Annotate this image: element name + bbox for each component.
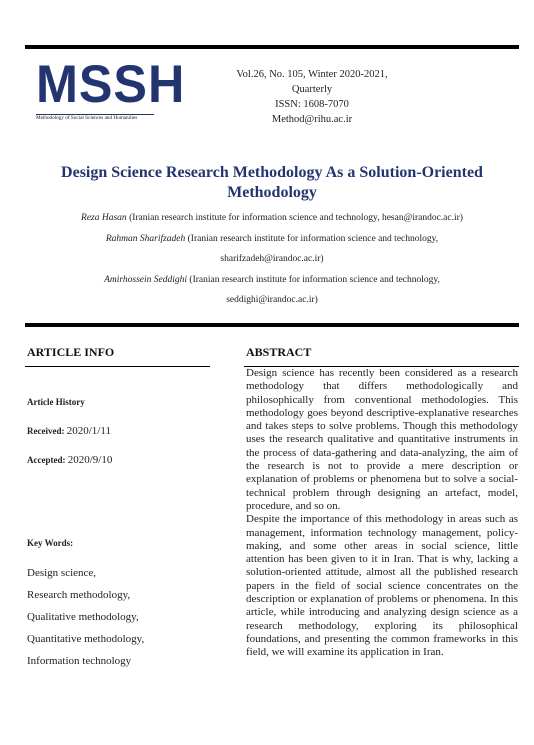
- paper-title-line-2: Methodology: [227, 184, 317, 201]
- author-line: [30, 229, 514, 250]
- received-date: 2020/1/11: [66, 425, 111, 437]
- accepted-row: [27, 454, 112, 466]
- paper-title-line-1: Design Science Research Methodology As a Solution-Oriented: [61, 164, 483, 181]
- abstract-paragraph-1: Design science has recently been considered as a research methodology that differs methodologically and philosophically from conventional methodologies. This methodology goes beyond descriptive-explanative researches and takes steps to solve problems. Though this methodology uses the research qualitative and quantitative instruments in the process of data-gathering and data-analyzing, the aim of the research is not to provide a mere description or explanation of problems or phenomena but to solve a social-technical problem through designing an artefact, model, procedure, and so on.: [246, 367, 518, 512]
- article-info-heading: ARTICLE INFO: [27, 345, 115, 359]
- author-line: [30, 208, 514, 229]
- accepted-date: 2020/9/10: [67, 454, 113, 466]
- author-name: Rahman Sharifzadeh: [105, 233, 186, 244]
- author-affiliation: (Iranian research institute for information science and technology,: [185, 233, 439, 244]
- author-line: [30, 249, 514, 270]
- abstract-heading: ABSTRACT: [246, 345, 312, 359]
- accepted-label: Accepted:: [27, 455, 68, 465]
- author-line: [30, 290, 514, 311]
- author-name: Amirhossein Seddighi: [104, 274, 188, 285]
- received-label: Received:: [27, 426, 67, 436]
- article-history-label: Article History: [27, 397, 85, 407]
- keyword-item: Quantitative methodology,: [27, 633, 145, 645]
- journal-logo: [36, 55, 186, 135]
- author-affiliation: sharifzadeh@irandoc.ac.ir): [220, 254, 324, 264]
- journal-meta: [222, 67, 402, 127]
- abstract-paragraph-2: Despite the importance of this methodology in areas such as management, information technology management, policy-making, and some other areas in social science, little attention has been given to it in Iran. That is why, lacking a solution-oriented attitude, almost all the published research papers in the field of social science concentrates on the description or explanation of problems or phenomena. In this article, while introducing and analyzing design science as a research methodology, exploring its philosophical foundations, and presenting the common frameworks in this field, we will examine its application in Iran.: [246, 513, 518, 659]
- author-affiliation: (Iranian research institute for information science and technology, hesan@irandoc.ac.ir): [126, 213, 463, 223]
- author-name: Reza Hasan: [81, 213, 127, 223]
- abstract-body: [246, 367, 518, 660]
- author-list: [30, 208, 514, 311]
- journal-email[interactable]: Method@rihu.ac.ir: [271, 114, 353, 125]
- keyword-item: Qualitative methodology,: [27, 611, 139, 623]
- journal-frequency: Quarterly: [291, 84, 333, 95]
- logo-text: MSSH: [36, 55, 186, 114]
- author-line: [30, 270, 514, 291]
- keyword-item: Design science,: [27, 567, 97, 579]
- section-rule: [25, 323, 519, 327]
- keyword-item: Research methodology,: [27, 589, 131, 601]
- keyword-item: Information technology: [27, 655, 132, 667]
- journal-issue: Vol.26, No. 105, Winter 2020-2021,: [236, 69, 388, 80]
- top-rule: [25, 45, 519, 49]
- article-info-divider: [25, 366, 210, 367]
- keywords-label: Key Words:: [27, 538, 74, 548]
- author-affiliation: (Iranian research institute for information science and technology,: [187, 274, 440, 285]
- paper-title: [30, 163, 514, 203]
- logo-subtitle: Methodology of Social Sciences and Humanities: [36, 115, 138, 121]
- keyword-list: [27, 562, 144, 672]
- author-affiliation: seddighi@irandoc.ac.ir): [226, 295, 318, 305]
- logo-underline: [36, 114, 154, 115]
- journal-issn: ISSN: 1608-7070: [275, 99, 349, 110]
- received-row: [27, 425, 111, 437]
